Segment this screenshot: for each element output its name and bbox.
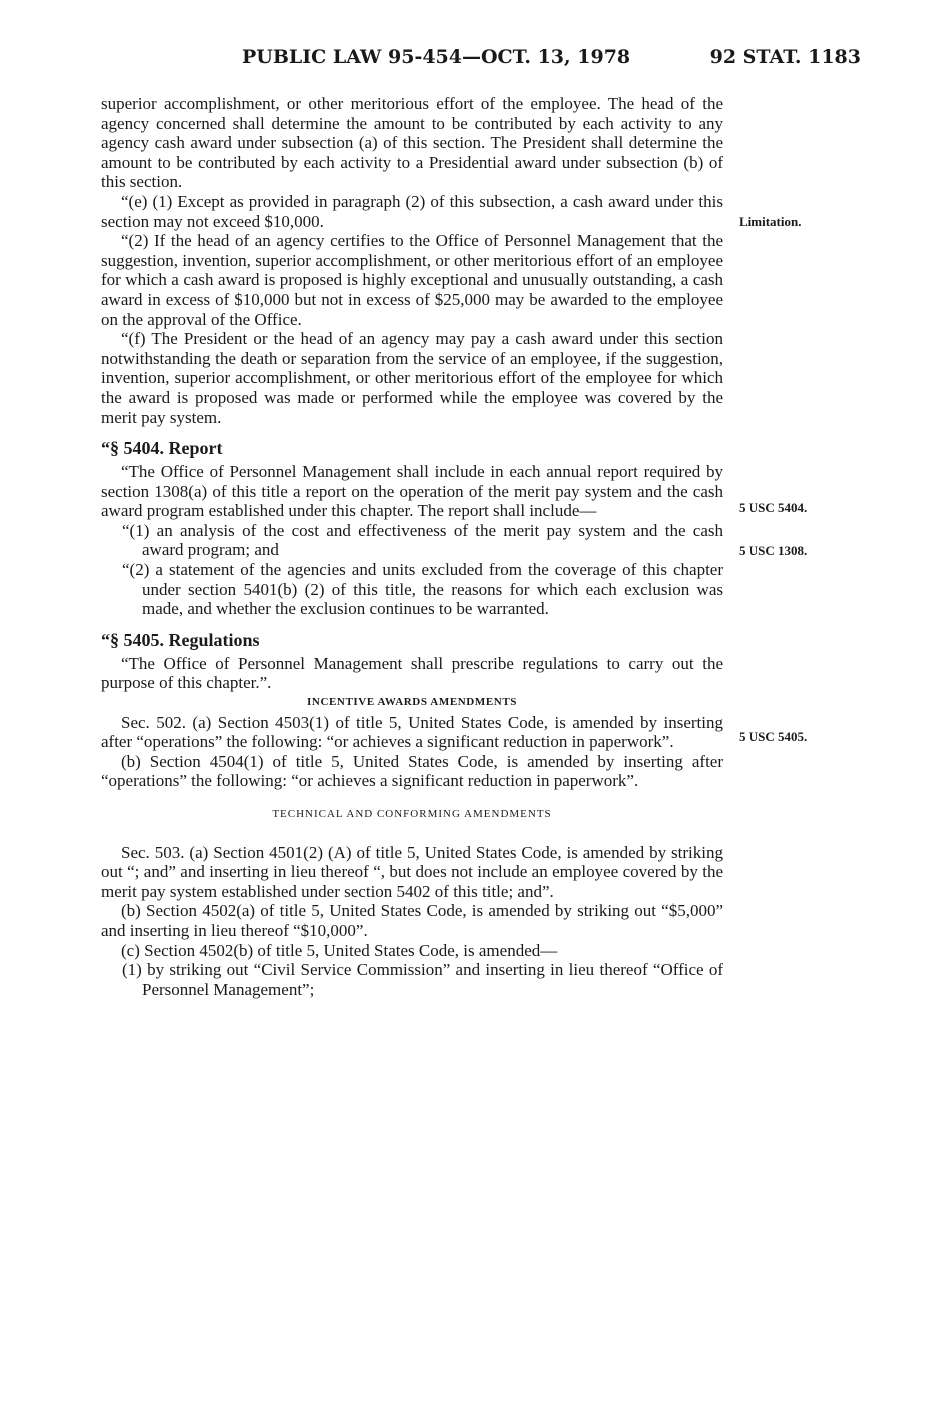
paragraph-sec-503c: (c) Section 4502(b) of title 5, United States Code, is amended—: [121, 940, 558, 960]
list-item-2: “(2) a statement of the agencies and units excluded from the coverage of this chapter under section 5401(b) (2) of this title, the reasons for which each exclusion was made, and whether the exclusion continues to be warranted.: [122, 560, 723, 619]
paragraph-e1: “(e) (1) Except as provided in paragraph (2) of this subsection, a cash award under this section may not exceed $10,000.: [101, 191, 723, 231]
paragraph-sec-503b: (b) Section 4502(a) of title 5, United States Code, is amended by striking out “$5,000” and inserting in lieu thereof “$10,000”.: [101, 901, 723, 940]
paragraph-5405: “The Office of Personnel Management shall prescribe regulations to carry out the purpose of this chapter.”.: [101, 653, 723, 693]
paragraph-sec-503c1: (1) by striking out “Civil Service Commission” and inserting in lieu thereof “Office of Personnel Management”;: [122, 960, 723, 999]
margin-note-limitation: Limitation.: [739, 214, 802, 229]
paragraph-f: “(f) The President or the head of an agency may pay a cash award under this section notwithstanding the death or separation from the service of an employee, if the suggestion, invention, superior accomplishment, or other meritorious effort of the employee for which the award is proposed was made or performed while the employee was covered by the merit pay system.: [101, 329, 723, 427]
page-header: [0, 46, 950, 74]
heading-technical-amendments: TECHNICAL AND CONFORMING AMENDMENTS: [272, 808, 552, 820]
section-heading-5405: “§ 5405. Regulations: [101, 629, 260, 650]
paragraph-sec-502b: (b) Section 4504(1) of title 5, United States Code, is amended by inserting after “operations” the following: “or achieves a significant reduction in paperwork”.: [101, 751, 723, 791]
header-title: PUBLIC LAW 95-454—OCT. 13, 1978: [242, 46, 631, 68]
paragraph-e2: “(2) If the head of an agency certifies to the Office of Personnel Management that the suggestion, invention, superior accomplishment, or other meritorious effort of an employee for which a cash award is proposed is highly exceptional and unusually outstanding, a cash award in excess of $10,000 but not in excess of $25,000 may be awarded to the employee on the approval of the Office.: [101, 231, 723, 329]
margin-note-5usc5405: 5 USC 5405.: [739, 729, 808, 744]
paragraph-5404-intro: “The Office of Personnel Management shall include in each annual report required by section 1308(a) of this title a report on the operation of the merit pay system and the cash award program established under this chapter. The report shall include—: [101, 462, 723, 521]
paragraph-sec-502a: Sec. 502. (a) Section 4503(1) of title 5, United States Code, is amended by inserting after “operations” the following: “or achieves a significant reduction in paperwork”.: [101, 712, 723, 752]
section-heading-5404: “§ 5404. Report: [101, 438, 223, 459]
margin-note-5usc5404: 5 USC 5404.: [739, 500, 808, 515]
heading-incentive-awards: INCENTIVE AWARDS AMENDMENTS: [307, 696, 517, 709]
header-stat-page: 92 STAT. 1183: [709, 46, 861, 68]
paragraph-sec-503a: Sec. 503. (a) Section 4501(2) (A) of title 5, United States Code, is amended by striking out “; and” and inserting in lieu thereof “, but does not include an employee covered by the merit pay system established under section 5402 of this title; and”.: [101, 842, 723, 901]
paragraph-continuation: superior accomplishment, or other meritorious effort of the employee. The head of the agency concerned shall determine the amount to be contributed by each activity to any agency cash award under subsection (a) of this section. The President shall determine the amount to be contributed by each activity to a Presidential award under subsection (b) of this section.: [101, 94, 723, 192]
list-item-1: “(1) an analysis of the cost and effectiveness of the merit pay system and the cash award program; and: [122, 520, 723, 560]
margin-note-5usc1308: 5 USC 1308.: [739, 543, 808, 558]
document-body: [101, 94, 723, 999]
